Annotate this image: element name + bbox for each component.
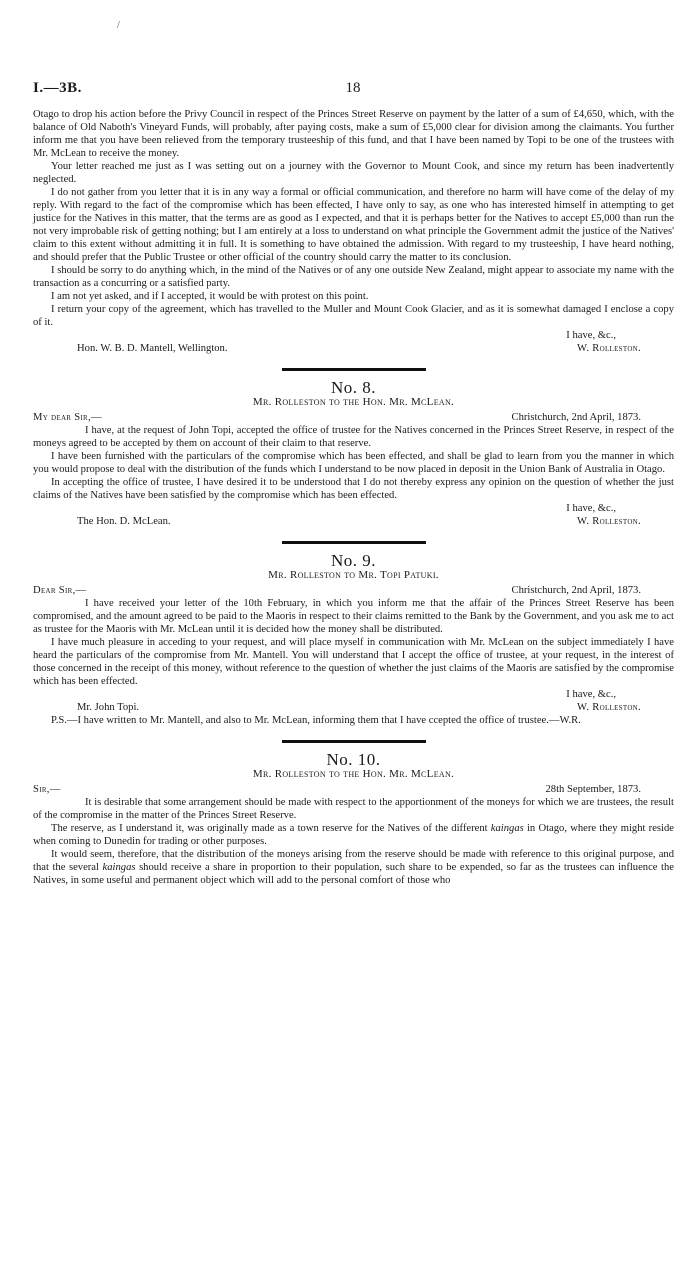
paragraph: I do not gather from you letter that it is in any way a formal or official communication, and therefore no harm will have come of the delay of my reply. With regard to the fact of the compromise which has been effected, I have only to say, as one who has interested himself in attempting to get justice for the Natives in this matter, that the terms are as good as I expected, and that it is perhaps better for the Natives to accept £5,000 than run the not very improbable risk of getting nothing; but I am entirely at a loss to understand on what principle the Government admit the justice of the Natives' claim to this extent without admitting it in full. It is something to have obtained the admission. With regard to my trusteeship, I have heard nothing, and should prefer that the Public Trustee or other official of the country should carry the matter to its conclusion.: [33, 187, 674, 263]
section-divider: [282, 368, 426, 371]
salutation: Dear Sir,—: [33, 585, 87, 596]
place-date: 28th September, 1873.: [545, 784, 641, 795]
paragraph: I have been furnished with the particulars of the compromise which has been effected, and shall be glad to learn from you the manner in which you would propose to deal with the distribution of the funds which I understand to be now placed in deposit in the Union Bank of Australia in Otago.: [33, 451, 674, 475]
letter-number: No. 9.: [330, 551, 377, 570]
salutation: Sir,—: [33, 784, 61, 795]
salutation-row: [33, 411, 674, 424]
paragraph: I am not yet asked, and if I accepted, it would be with protest on this point.: [51, 291, 369, 302]
page-number: 18: [345, 80, 361, 96]
addressee: Mr. John Topi.: [77, 702, 140, 713]
paragraph: I return your copy of the agreement, which has travelled to the Muller and Mount Cook Glacier, and as it is somewhat damaged I enclose a copy of it.: [33, 304, 674, 328]
letter-9: [33, 551, 674, 727]
signature: W. Rolleston.: [577, 702, 641, 713]
page-header: [33, 80, 673, 100]
text-run: The reserve, as I understand it, was originally made as a town reserve for the Natives of the different: [51, 823, 491, 834]
section-divider: [282, 541, 426, 544]
paragraph: [33, 822, 674, 848]
text-run: in Otago, where they might reside when coming to Dunedin for trading or other purposes.: [33, 823, 674, 847]
letter-7-continuation: [33, 108, 674, 355]
salutation: My dear Sir,—: [33, 412, 102, 423]
salutation-row: [33, 584, 674, 597]
text-run: should receive a share in proportion to their population, such share to be expended, so far as the trustees can influence the Natives, in some useful and permanent object which will add to the personal comfort of those who: [33, 862, 674, 886]
letter-10: [33, 750, 674, 887]
signature: W. Rolleston.: [577, 516, 641, 527]
paragraph: In accepting the office of trustee, I have desired it to be understood that I do not thereby express any opinion on the question of whether the just claims of the Natives have been satisfied by the compromise which has been effected.: [33, 477, 674, 501]
place-date: Christchurch, 2nd April, 1873.: [511, 412, 641, 423]
section-divider: [282, 740, 426, 743]
paragraph: [33, 848, 674, 887]
letter-number: No. 8.: [330, 378, 377, 397]
stray-mark: /: [117, 20, 120, 31]
paragraph: I have, at the request of John Topi, accepted the office of trustee for the Natives concerned in the Princes Street Reserve, in respect of the moneys agreed to be accepted by them on account of their claim to that reserve.: [33, 425, 674, 449]
letter-number: No. 10.: [326, 750, 381, 769]
paragraph: I have much pleasure in acceding to your request, and will place myself in communication with Mr. McLean on the subject immediately I have heard the particulars of the compromise from Mr. Mantell. You will understand that I accept the office of trustee, at your request, in the interest of those concerned in the receipt of this money, without reference to the question of whether the just claims of the Maoris are satisfied by the compromise which has been effected.: [33, 637, 674, 687]
signature-row: [33, 701, 674, 714]
closing: I have, &c.,: [566, 330, 616, 341]
place-date: Christchurch, 2nd April, 1873.: [511, 585, 641, 596]
signature: W. Rolleston.: [577, 343, 641, 354]
addressee: The Hon. D. McLean.: [77, 516, 171, 527]
paragraph: It is desirable that some arrangement should be made with respect to the apportionment of the moneys for which we are trustees, the result of the compromise in the matter of the Princes Street Reserve.: [33, 797, 674, 821]
letter-8: [33, 378, 674, 528]
paragraph: Otago to drop his action before the Privy Council in respect of the Princes Street Reserve on payment by the latter of a sum of £4,650, which, with the balance of Old Naboth's Vineyard Funds, will probably, after paying costs, make a sum of £5,000 clear for division among the claimants. You further inform me that you have been relieved from the temporary trusteeship of this fund, and that I have been named by Topi to be one of the trustees with Mr. McLean to receive the money.: [33, 109, 674, 159]
closing: I have, &c.,: [566, 689, 616, 700]
paragraph: I should be sorry to do anything which, in the mind of the Natives or of any one outside New Zealand, might appear to associate my name with the transaction as a concurring or a satisfied party.: [33, 265, 674, 289]
addressee: Hon. W. B. D. Mantell, Wellington.: [77, 343, 228, 354]
paragraph: Your letter reached me just as I was setting out on a journey with the Governor to Mount Cook, and since my return has been inadvertently neglected.: [33, 161, 674, 185]
maori-term: kaingas: [490, 823, 524, 834]
signature-row: [33, 515, 674, 528]
postscript: P.S.—I have written to Mr. Mantell, and also to Mr. McLean, informing them that I have ccepted the office of trustee.—W.R.: [51, 715, 581, 726]
document-body: [33, 108, 674, 887]
text-run: It would seem, therefore, that the distribution of the moneys arising from the reserve should be made with reference to this original purpose, and that the several: [33, 849, 674, 873]
letter-title: Mr. Rolleston to the Hon. Mr. McLean.: [252, 768, 455, 780]
salutation-row: [33, 783, 674, 796]
paragraph: I have received your letter of the 10th February, in which you inform me that the affair of the Princes Street Reserve has been compromised, and the amount agreed to be paid to the Maoris in respect to their claims remitted to the Bank by the Government, and you ask me to act as trustee for the Maoris with Mr. McLean until it is decided how the money shall be distributed.: [33, 598, 674, 635]
maori-term: kaingas: [102, 862, 136, 873]
letter-title: Mr. Rolleston to Mr. Topi Patuki.: [268, 569, 439, 581]
signature-row: [33, 342, 674, 355]
document-reference: I.—3B.: [33, 80, 82, 96]
closing: I have, &c.,: [566, 503, 616, 514]
letter-title: Mr. Rolleston to the Hon. Mr. McLean.: [252, 396, 455, 408]
